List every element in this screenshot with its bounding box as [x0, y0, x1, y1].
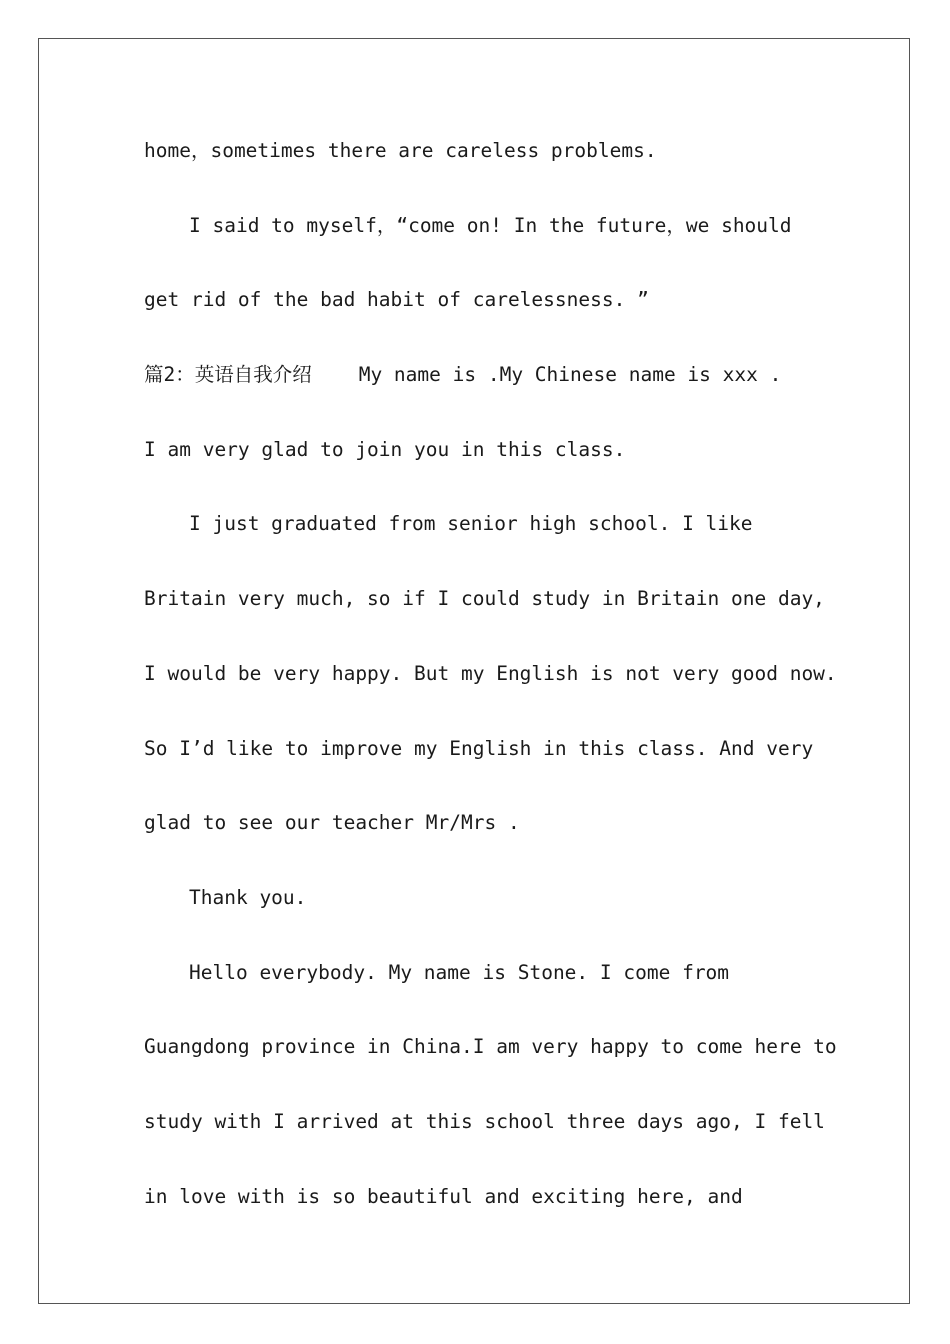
text-line: study with I arrived at this school three days ago, I fell — [144, 1109, 825, 1133]
text-line: I said to myself，“come on! In the future，we should — [189, 213, 792, 237]
text-line: Thank you. — [189, 885, 307, 909]
text-line: I just graduated from senior high school. I like — [189, 512, 753, 536]
text-line: I am very glad to join you in this class. — [144, 437, 626, 461]
section-heading-line: 篇2：英语自我介绍 My name is .My Chinese name is xxx . — [144, 363, 782, 387]
text-line: So I’d like to improve my English in this class. And very — [144, 736, 814, 760]
text-line: Britain very much, so if I could study in Britain one day, — [144, 587, 825, 611]
text-line: I would be very happy. But my English is not very good now. — [144, 661, 837, 685]
text-line: Hello everybody. My name is Stone. I come from — [189, 960, 730, 984]
text-line: in love with is so beautiful and exciting here, and — [144, 1184, 743, 1208]
document-body — [144, 114, 837, 1234]
text-line: Guangdong province in China.I am very happy to come here to — [144, 1035, 837, 1059]
text-line: get rid of the bad habit of carelessness. ” — [144, 288, 649, 312]
text-line: home，sometimes there are careless problems. — [144, 139, 657, 162]
text-line: glad to see our teacher Mr/Mrs . — [144, 811, 520, 835]
